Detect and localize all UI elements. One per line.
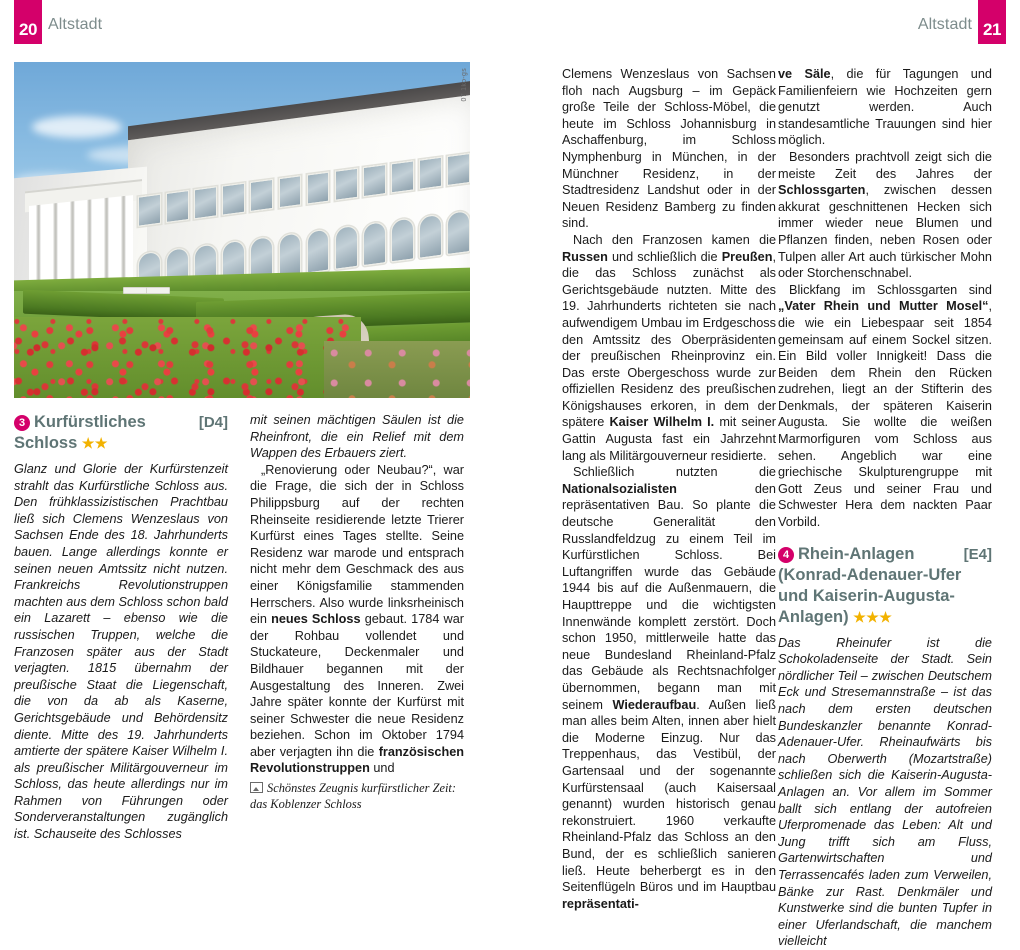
photo-image [14, 62, 470, 398]
emphasis: Preußen [721, 249, 773, 264]
emphasis: Schlossgarten [778, 183, 866, 198]
paragraph: Clemens Wenzeslaus von Sachsen floh nach Augsburg – im Gepäck große Teile der Schloss-Möbel, die heute im Schloss Johannisburg in Aschaffenburg, im Schloss Nymphenburg in München, in der Münchner Residenz, in der Stadtresidenz Landshut oder in der Neuen Residenz Bamberg zu finden sind. [562, 67, 776, 231]
paragraph [250, 462, 464, 777]
photo-caption [250, 780, 464, 812]
garden-bench [123, 287, 147, 294]
emphasis: ve Säle [778, 67, 831, 81]
rating-stars: ★★★ [853, 608, 893, 625]
paragraph [562, 464, 776, 912]
text-run: , die das Schloss zunächst als Gerichtsgebäude nutzten. Mitte des 19. Jahrhunderts richteten sie nach aufwendigem Umbau im Erdgeschoss den Amtssitz des Oberpräsidenten der preußischen Rheinprovinz ein. Das erste Obergeschoss wurde zur offiziellen Residenz des preußischen Königshauses erkoren, in dem der spätere [562, 249, 776, 430]
emphasis: „Vater Rhein und Mutter Mosel“ [778, 299, 989, 314]
text-run: und schließlich die [607, 249, 722, 264]
text-run: Besonders prachtvoll zeigt sich die meiste Zeit des Jahres der [778, 149, 992, 181]
text-run: , zwischen dessen akkurat geschnittenen Hecken sich immer wieder neue Blumen und Pflanzen finden, neben Rosen oder Tulpen aller Art auch türkischer Mohn oder Storchenschnabel. [778, 183, 992, 281]
text-run: . Außen ließ man alles beim Alten, innen aber hielt die Moderne Einzug. Nur das Treppenhaus, das Vestibül, der Gartensaal und der sogenannte Kurfürstensaal (auch Kaisersaal genannt) wurden historisch genau rekonstruiert. 1960 verkaufte Rheinland-Pfalz das Schloss an den Bund, der es schließlich sanieren ließ. Heute beherbergt es in den Seitenflügeln Büros und im Hauptbau [562, 697, 776, 895]
paragraph [778, 282, 992, 531]
photo-icon [250, 782, 263, 793]
photo-credit: 07 1ko-gs [461, 68, 468, 102]
caption-line: Zeit: das Koblenzer Schloss [250, 781, 456, 811]
emphasis: neues Schloss [271, 612, 361, 627]
flower-bed [14, 317, 361, 398]
section-title: Kurfürstliches Schloss [14, 413, 146, 452]
text-run: mit seiner Gattin Augusta fast ein Jahrzehnt lang als Militärgouverneur residierte. [562, 415, 776, 463]
page-number-right: 21 [978, 0, 1006, 44]
text-column-3 [562, 66, 776, 911]
paragraph: mit seinen mächtigen Säulen ist die Rheinfront, die ein Relief mit dem Wappen des Erbauers ziert. [250, 413, 464, 461]
text-column-2 [250, 412, 464, 808]
page-number-left: 20 [14, 0, 42, 44]
paragraph [778, 149, 992, 282]
emphasis: französischen Revolutionstruppen [250, 744, 464, 776]
emphasis: repräsentati- [562, 896, 639, 911]
text-column-4 [778, 66, 992, 949]
text-run: Schließlich nutzten die [573, 465, 776, 480]
paragraph [778, 66, 992, 149]
text-column-1 [14, 412, 228, 842]
section-title: Rhein-Anlagen (Konrad-Adenauer-Ufer und Kaiserin-Augusta-Anlagen) [778, 544, 962, 626]
section-heading-4 [778, 544, 992, 628]
emphasis: Nationalsozialisten [562, 481, 677, 496]
grid-reference: [E4] [963, 545, 992, 563]
rating-stars: ★★ [81, 435, 108, 451]
text-run: , die für Tagungen und Familienfeiern wie Hochzeiten gern genutzt werden. Auch standesamtliche Trauungen sind hier möglich. [778, 67, 992, 148]
text-run: den repräsentativen Bau. So plante die deutsche Generalität den Russlandfeldzug zu einem Teil im Kurfürstlichen Schloss. Bei Luftangriffen wurde das Gebäude 1944 bis auf die Außenmauern, die Haupttreppe und die wichtigsten Innenwände komplett zerstört. Doch schon 1950, mittlerweile hatte das neue Bundesland Rheinland-Pfalz das Gebäude als Rechtsnachfolger übernommen, begann man mit seinem [562, 481, 776, 712]
flower-bed-right [324, 341, 470, 398]
text-run: , die wie ein Liebespaar seit 1854 gemeinsam auf einem Sockel sitzen. Ein Bild voller Innigkeit! Dass die Beiden dem Rhein den Rücken zudrehen, liegt an der Stifterin des Denkmals, der späteren Kaiserin Augusta. Sie wollte die weißen Marmorfiguren vom Schloss aus sehen. Angeblich war eine griechische Skulpturengruppe mit Gott Zeus und seiner Frau und Schwester Hera dem nackten Paar Vorbild. [778, 299, 992, 530]
palace-photo [14, 62, 470, 398]
paragraph: Glanz und Glorie der Kurfürstenzeit strahlt das Kurfürstliche Schloss aus. Den frühklassizistischen Prachtbau ließ sich Clemens Wenzeslaus von Sachsen Ende des 18. Jahrhunderts bauen. Lange allerdings konnte er seinen neuen Amtssitz nicht nutzen. Frankreichs Revolutionstruppen machten aus dem Schloss schon bald ein Lazarett – ebenso wie die russischen Truppen, welche die Franzosen später aus der Stadt verjagten. 1815 übernahm der preußische Staat die Liegenschaft, die von da ab als Kaserne, Gerichtsgebäude und Behördensitz diente. Mitte des 19. Jahrhunderts amtierte der spätere Kaiser Wilhelm I. als preußischer Militärgouverneur im Schloss, das heute allerdings nur im Rahmen von Führungen oder Sonderveranstaltungen zugänglich ist. Schauseite des Schlosses [14, 462, 228, 842]
caption-line: Schönstes Zeugnis kurfürstlicher [267, 781, 430, 795]
section-number-badge: 3 [14, 415, 30, 431]
running-head-left: Altstadt [48, 16, 103, 33]
grid-reference: [D4] [198, 414, 228, 431]
garden-bench [146, 287, 170, 294]
section-heading-3 [14, 412, 228, 454]
emphasis: Kaiser Wilhelm I. [609, 415, 715, 430]
section-number-badge: 4 [778, 547, 794, 563]
text-run: gebaut. 1784 war der Rohbau vollendet und Stuckateure, Deckenmaler und Bildhauer begannen mit der Ausgestaltung des Inneren. Zwei Jahre später konnte der Kurfürst mit seiner Schwester die neue Residenz beziehen. Schon im Oktober 1794 aber verjagten ihn die [250, 612, 464, 759]
running-head-right: Altstadt [917, 16, 972, 33]
paragraph: Das Rheinufer ist die Schokoladenseite der Stadt. Sein nördlicher Teil – zwischen Deutschem Eck und Stresemannstraße – ist das nach dem ersten deutschen Bundeskanzler benannte Konrad-Adenauer-Ufer. Rheinaufwärts bis nach Oberwerth (Mozartstraße) schließen sich die Kaiserin-Augusta-Anlagen an. Vor allem im Sommer ballt sich entlang der autofreien Uferpromenade das Leben: Alt und Jung trifft sich am Fluss, Gartenwirtschaften und Terrassencafés laden zum Verweilen, Bänke zur Rast. Denkmäler und Kunstwerke sind die bunten Tupfer in einer Uferlandschaft, die manchem vielleicht [778, 635, 992, 949]
page-header [0, 0, 1020, 46]
text-run: und [369, 761, 395, 776]
text-run: Nach den Franzosen kamen die [573, 232, 776, 247]
text-run: „Renovierung oder Neubau?“, war die Frage, die sich der in Schloss Philippsburg auf der rechten Rheinseite residierende letzte Trierer Kurfürst eines Tages stellte. Seine Residenz war marode und entsprach nicht mehr dem Geschmack des aus einer Königsfamilie stammenden Herrschers. Also wurde linksrheinisch ein [250, 462, 464, 627]
paragraph [562, 232, 776, 464]
text-run: Blickfang im Schlossgarten sind [789, 282, 992, 297]
emphasis: Wiederaufbau [612, 697, 697, 712]
emphasis: Russen [562, 249, 608, 264]
